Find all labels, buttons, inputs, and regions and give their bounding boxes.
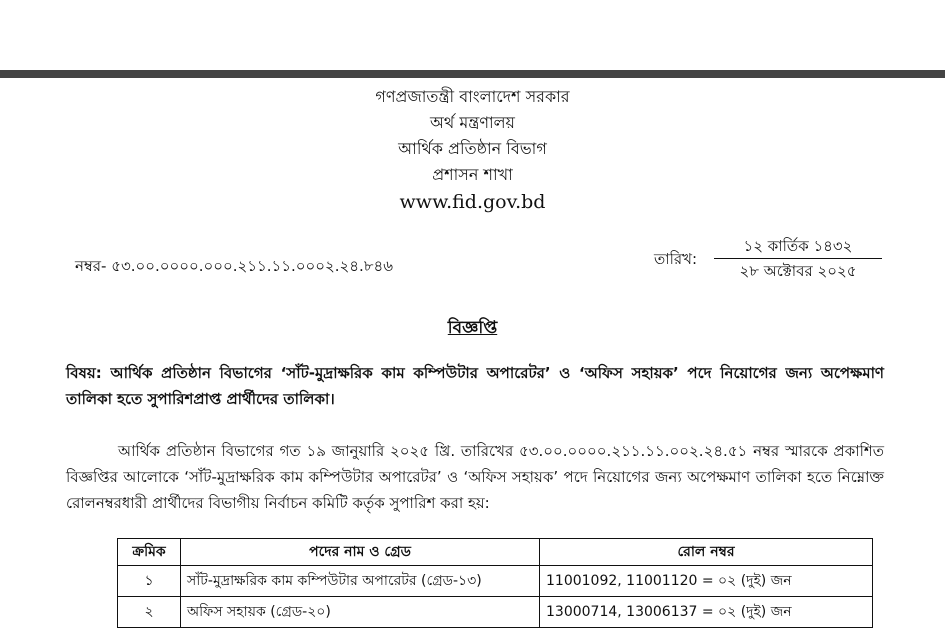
cell-serial: ২	[118, 597, 181, 628]
branch-name: প্রশাসন শাখা	[432, 165, 513, 184]
table-row	[118, 566, 873, 597]
subject-text: বিষয়: আর্থিক প্রতিষ্ঠান বিভাগের ‘সাঁট-মুদ্রাক্ষরিক কাম কম্পিউটার অপারেটর’ ও ‘অফিস সহায়ক’ পদে নিয়োগের জন্য অপেক্ষমাণ তালিকা হতে সুপারিশপ্রাপ্ত প্রার্থীদের তালিকা।	[66, 364, 884, 408]
column-header-post: পদের নাম ও গ্রেড	[181, 539, 540, 566]
cell-post: সাঁট-মুদ্রাক্ষরিক কাম কম্পিউটার অপারেটর (গ্রেড-১৩)	[181, 566, 540, 597]
memo-number: নম্বর- ৫৩.০০.০০০০.০০০.২১১.১১.০০০২.২৪.৮৪৬	[75, 257, 394, 275]
date-gregorian: ২৮ অক্টোবর ২০২৫	[739, 262, 857, 280]
date-bangla: ১২ কার্তিক ১৪৩২	[714, 234, 882, 259]
body-paragraph: আর্থিক প্রতিষ্ঠান বিভাগের গত ১৯ জানুয়ারি ২০২৫ খ্রি. তারিখের ৫৩.০০.০০০০.২১১.১১.০০২.২৪.৫১ নম্বর স্মারকে প্রকাশিত বিজ্ঞপ্তির আলোকে ‘সাঁট-মুদ্রাক্ষরিক কাম কম্পিউটার অপারেটর’ ও ‘অফিস সহায়ক’ পদে নিয়োগের জন্য অপেক্ষমাণ তালিকা হতে নিম্নোক্ত রোলনম্বরধারী প্রার্থীদের বিভাগীয় নির্বাচন কমিটি কর্তৃক সুপারিশ করা হয়:	[66, 442, 884, 512]
division-name: আর্থিক প্রতিষ্ঠান বিভাগ	[398, 139, 547, 158]
cell-roll: 11001092, 11001120 = ০২ (দুই) জন	[540, 566, 873, 597]
date-values	[714, 234, 882, 283]
ministry-name: অর্থ মন্ত্রণালয়	[430, 113, 515, 132]
table-header-row	[118, 539, 873, 566]
website-text: www.fid.gov.bd	[399, 191, 546, 213]
recommendation-table	[117, 538, 873, 628]
cell-post: অফিস সহায়ক (গ্রেড-২০)	[181, 597, 540, 628]
date-label: তারিখ:	[654, 250, 698, 268]
notice-title: বিজ্ঞপ্তি	[447, 318, 498, 338]
letterhead	[0, 84, 945, 216]
government-name: গণপ্রজাতন্ত্রী বাংলাদেশ সরকার	[375, 87, 570, 106]
column-header-serial: ক্রমিক	[118, 539, 181, 566]
cell-serial: ১	[118, 566, 181, 597]
table-row	[118, 597, 873, 628]
top-divider-bar	[0, 70, 945, 78]
column-header-roll: রোল নম্বর	[540, 539, 873, 566]
cell-roll: 13000714, 13006137 = ০২ (দুই) জন	[540, 597, 873, 628]
